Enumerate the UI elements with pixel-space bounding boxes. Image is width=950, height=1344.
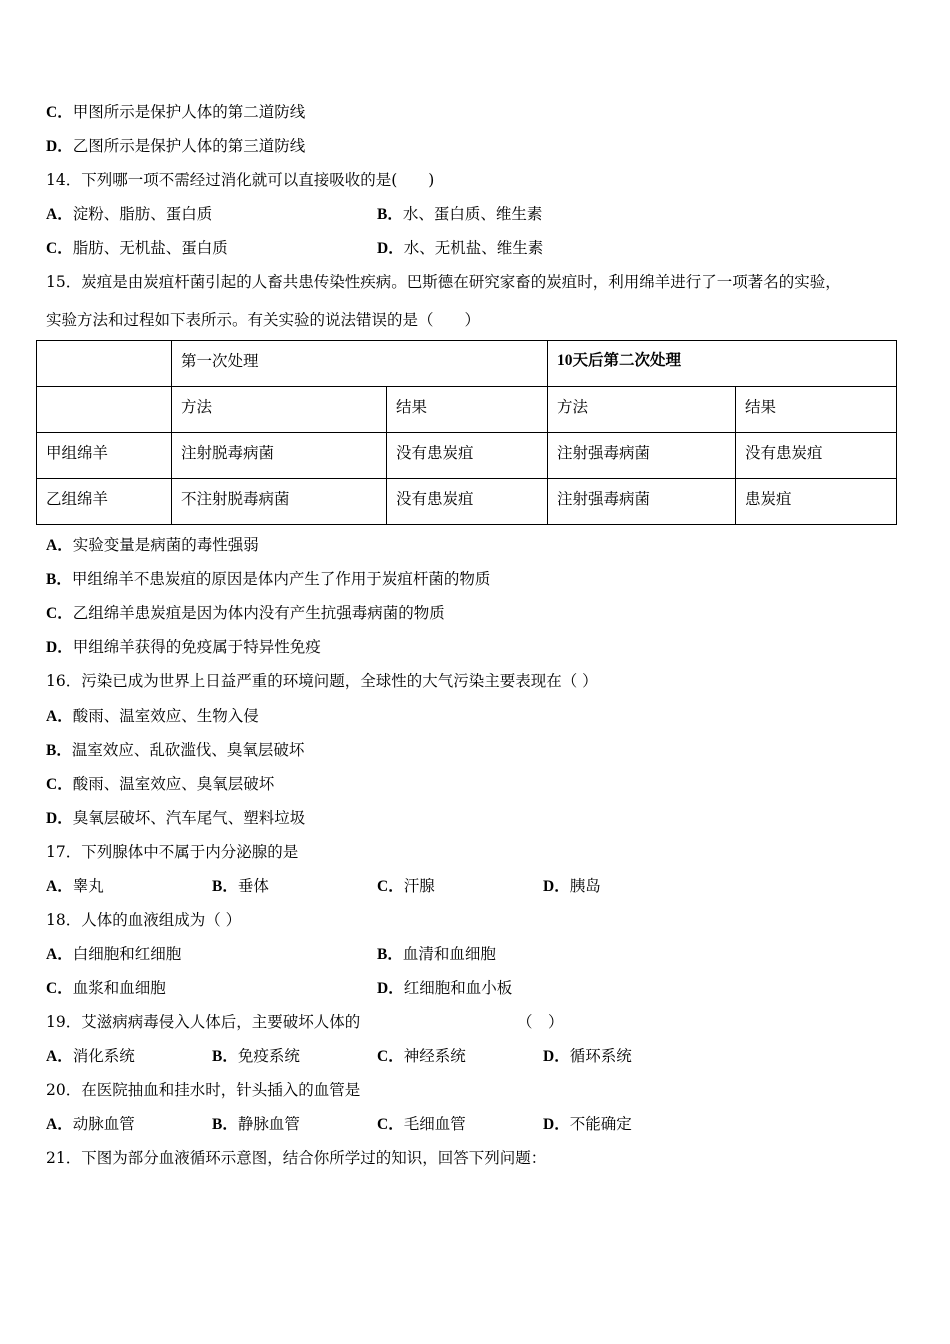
q16-option-a: A．酸雨、温室效应、生物入侵 bbox=[46, 707, 259, 725]
q21-stem: 21．下图为部分血液循环示意图，结合你所学过的知识，回答下列问题： bbox=[46, 1149, 547, 1167]
q20-option-d: D．不能确定 bbox=[543, 1115, 632, 1133]
table-row-group: 甲组绵羊 bbox=[37, 433, 172, 479]
table-cell: 没有患炭疽 bbox=[387, 479, 548, 525]
table-header-first: 第一次处理 bbox=[172, 341, 548, 387]
q14-option-b: B．水、蛋白质、维生素 bbox=[377, 205, 543, 223]
table-subheader: 结果 bbox=[387, 387, 548, 433]
q15-option-b: B．甲组绵羊不患炭疽的原因是体内产生了作用于炭疽杆菌的物质 bbox=[46, 570, 491, 588]
q14-option-a: A．淀粉、脂肪、蛋白质 bbox=[46, 205, 213, 223]
q20-option-a: A．动脉血管 bbox=[46, 1115, 135, 1133]
q20-option-c: C．毛细血管 bbox=[377, 1115, 466, 1133]
q19-option-a: A．消化系统 bbox=[46, 1047, 135, 1065]
q19-answer-paren: （ ） bbox=[517, 1013, 564, 1031]
table-row bbox=[37, 479, 897, 525]
q16-option-d: D．臭氧层破坏、汽车尾气、塑料垃圾 bbox=[46, 809, 306, 827]
q18-stem: 18．人体的血液组成为（ ） bbox=[46, 911, 242, 929]
q16-option-c: C．酸雨、温室效应、臭氧层破坏 bbox=[46, 775, 275, 793]
experiment-table bbox=[36, 340, 897, 525]
q17-option-c: C．汗腺 bbox=[377, 877, 435, 895]
q17-option-b: B．垂体 bbox=[212, 877, 269, 895]
table-row bbox=[37, 433, 897, 479]
q18-option-b: B．血清和血细胞 bbox=[377, 945, 496, 963]
table-cell: 没有患炭疽 bbox=[387, 433, 548, 479]
q19-option-b: B．免疫系统 bbox=[212, 1047, 300, 1065]
q13-option-d: D．乙图所示是保护人体的第三道防线 bbox=[46, 137, 306, 155]
q18-option-a: A．白细胞和红细胞 bbox=[46, 945, 182, 963]
q20-option-b: B．静脉血管 bbox=[212, 1115, 300, 1133]
q18-option-c: C．血浆和血细胞 bbox=[46, 979, 166, 997]
q17-stem: 17．下列腺体中不属于内分泌腺的是 bbox=[46, 843, 299, 861]
q15-option-c: C．乙组绵羊患炭疽是因为体内没有产生抗强毒病菌的物质 bbox=[46, 604, 445, 622]
table-corner-cell bbox=[37, 341, 172, 387]
table-subheader: 方法 bbox=[548, 387, 736, 433]
table-header-row bbox=[37, 341, 897, 387]
table-row-group: 乙组绵羊 bbox=[37, 479, 172, 525]
table-cell: 注射强毒病菌 bbox=[548, 433, 736, 479]
q15-stem-line2: 实验方法和过程如下表所示。有关实验的说法错误的是（ ） bbox=[46, 311, 481, 329]
q17-option-d: D．胰岛 bbox=[543, 877, 601, 895]
table-cell: 患炭疽 bbox=[736, 479, 897, 525]
table-header-second: 10天后第二次处理 bbox=[548, 341, 897, 387]
table-cell: 注射脱毒病菌 bbox=[172, 433, 387, 479]
table-cell: 不注射脱毒病菌 bbox=[172, 479, 387, 525]
q15-option-a: A．实验变量是病菌的毒性强弱 bbox=[46, 536, 259, 554]
q19-option-c: C．神经系统 bbox=[377, 1047, 466, 1065]
table-subheader: 结果 bbox=[736, 387, 897, 433]
q19-option-d: D．循环系统 bbox=[543, 1047, 632, 1065]
q16-option-b: B．温室效应、乱砍滥伐、臭氧层破坏 bbox=[46, 741, 305, 759]
table-cell: 注射强毒病菌 bbox=[548, 479, 736, 525]
q18-option-d: D．红细胞和血小板 bbox=[377, 979, 513, 997]
q14-stem: 14．下列哪一项不需经过消化就可以直接吸收的是( ) bbox=[46, 171, 435, 189]
q15-option-d: D．甲组绵羊获得的免疫属于特异性免疫 bbox=[46, 638, 321, 656]
q17-option-a: A．睾丸 bbox=[46, 877, 104, 895]
q19-stem: 19．艾滋病病毒侵入人体后，主要破坏人体的 bbox=[46, 1013, 361, 1031]
q13-option-c: C．甲图所示是保护人体的第二道防线 bbox=[46, 103, 306, 121]
table-empty-cell bbox=[37, 387, 172, 433]
q15-stem-line1: 15．炭疽是由炭疽杆菌引起的人畜共患传染性疾病。巴斯德在研究家畜的炭疽时，利用绵羊进行了一项著名的实验， bbox=[46, 273, 841, 291]
q14-option-d: D．水、无机盐、维生素 bbox=[377, 239, 544, 257]
table-subheader-row bbox=[37, 387, 897, 433]
q20-stem: 20．在医院抽血和挂水时，针头插入的血管是 bbox=[46, 1081, 361, 1099]
table-cell: 没有患炭疽 bbox=[736, 433, 897, 479]
table-subheader: 方法 bbox=[172, 387, 387, 433]
q16-stem: 16．污染已成为世界上日益严重的环境问题，全球性的大气污染主要表现在（ ） bbox=[46, 672, 598, 690]
q14-option-c: C．脂肪、无机盐、蛋白质 bbox=[46, 239, 228, 257]
